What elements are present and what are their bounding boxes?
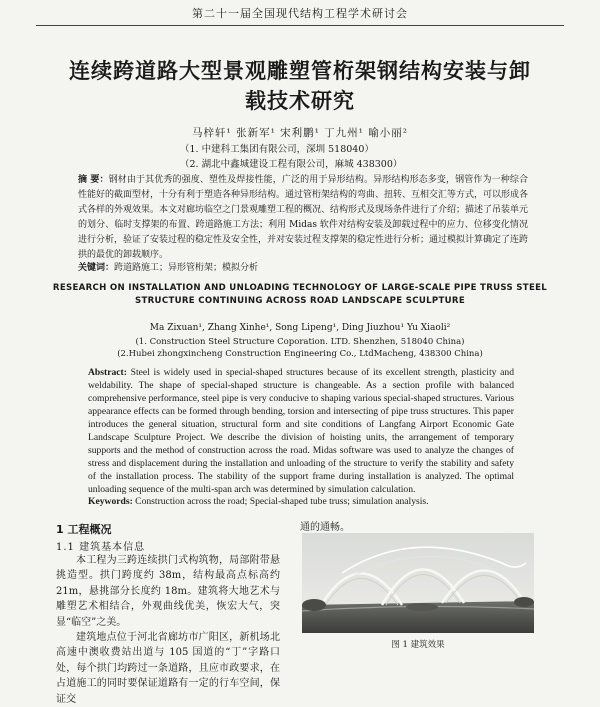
- affiliations-cn: [180, 142, 440, 172]
- keywords-cn-text: 跨道路施工；异形管桁架；模拟分析: [114, 263, 259, 273]
- keywords-en-text: Construction across the road; Special-shaped tube truss; simulation analysis.: [135, 496, 429, 507]
- section-heading-1-1: 1.1 建筑基本信息: [56, 542, 146, 553]
- paper-title-en: RESEARCH ON INSTALLATION AND UNLOADING TECHNOLOGY OF LARGE-SCALE PIPE TRUSS STEEL STRUCTURE CONTINUING ACROSS ROAD LANDSCAPE SCULPTURE: [52, 283, 548, 306]
- affiliation-cn-2: （2. 湖北中鑫城建设工程有限公司，麻城 438300）: [180, 159, 403, 170]
- body-text-right: 通的通畅。: [300, 522, 350, 533]
- paper-title-cn: 连续跨道路大型景观雕塑管桁架钢结构安装与卸载技术研究: [69, 59, 531, 113]
- affiliation-cn-1: （1. 中建科工集团有限公司，深圳 518040）: [180, 144, 374, 155]
- keywords-en: [88, 496, 514, 507]
- running-header: 第二十一届全国现代结构工程学术研讨会: [36, 5, 564, 26]
- figure-caption: 图 1 建筑效果: [391, 640, 445, 650]
- keywords-en-label: Keywords:: [88, 496, 133, 507]
- body-text-left: [56, 553, 280, 707]
- affiliations-en: [0, 336, 600, 360]
- section-heading-1: 1 工程概况: [56, 523, 112, 536]
- abstract-en: [88, 366, 514, 496]
- authors-en: Ma Zixuan¹, Zhang Xinhe¹, Song Lipeng¹, Ding Jiuzhou¹ Yu Xiaoli²: [149, 323, 451, 333]
- affiliation-en-1: (1. Construction Steel Structure Coporation. LTD. Shenzhen, 518040 China): [135, 337, 465, 347]
- abstract-cn-label: 摘 要：: [78, 175, 109, 185]
- authors-cn: 马梓轩¹ 张新军¹ 宋利鹏¹ 丁九州¹ 喻小丽²: [192, 127, 408, 139]
- keywords-cn-label: 关键词：: [78, 263, 115, 273]
- abstract-en-label: Abstract:: [88, 367, 127, 378]
- keywords-cn: [78, 260, 528, 273]
- abstract-cn: [78, 173, 528, 263]
- abstract-en-text: Steel is widely used in special-shaped structures because of its excellent strength, plasticity and weldability. The shape of special-shaped structure is changeable. As a section profile with balanced comprehensive performance, steel pipe is very conducive to shaping various special-shaped structures. Various appearance effects can be formed through bending, torsion and intersecting of pipe truss structures. This paper introduces the general situation, structural form and site conditions of Langfang Airport Economic Gate Landscape Sculpture Project. We describe the division of hoisting units, the arrangement of temporary supports and the method of construction across the road. Midas software was used to analyze the changes of stress and displacement during the installation and unloading of the structure to verify the stability and safety of the installation process. The stability of the support frame during installation is analyzed. The optimal unloading sequence of the multi-span arch was determined by simulation calculation.: [88, 367, 514, 495]
- paragraph: 本工程为三跨连续拱门式构筑物，局部附带悬挑造型。拱门跨度约 38m，结构最高点标高约 21m，悬挑部分长度约 18m。建筑将大地艺术与雕塑艺术相结合，外观曲线优美，恢宏大气，突显“临空”之美。: [56, 555, 280, 628]
- abstract-cn-text: 钢材由于其优秀的强度、塑性及焊接性能，广泛的用于异形结构。异形结构形态多变，钢管作为一种综合性能好的截面型材，十分有利于塑造各种异形结构。通过管桁架结构的弯曲、扭转、互相交汇等方式，可以形成各式各样的外观效果。本文对廊坊临空之门景观雕塑工程的概况、结构形式及现场条件进行了介绍；描述了吊装单元的划分、临时支撑架的布置、跨道路施工方法；利用 Midas 软件对结构安装及卸载过程中的应力、位移变化情况进行分析，验证了安装过程的稳定性及安全性，并对安装过程支撑架的稳定性进行分析；通过模拟计算确定了连跨拱的最优的卸载顺序。: [78, 175, 529, 260]
- paragraph: 建筑地点位于河北省廊坊市广阳区，新机场北高速中澳收费站出道与 105 国道的“丁”字路口处，每个拱门均跨过一条道路，且应市政要求，在占道施工的同时要保证道路有一定的行车空间，保证交: [56, 632, 280, 705]
- architecture-rendering-figure: [302, 533, 534, 633]
- affiliation-en-2: (2.Hubei zhongxincheng Construction Engineering Co., LtdMacheng, 438300 China): [117, 349, 483, 359]
